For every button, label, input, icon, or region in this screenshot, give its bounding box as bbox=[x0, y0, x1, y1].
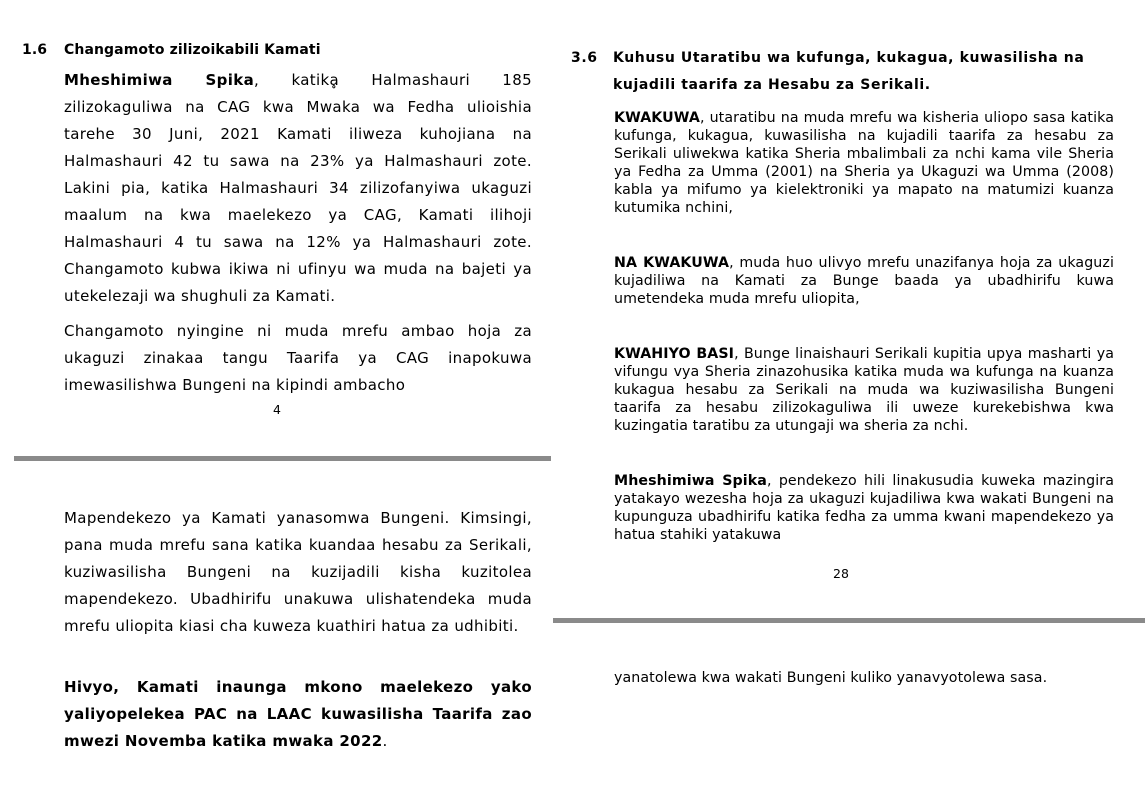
section-number: 3.6 bbox=[571, 50, 598, 66]
section-title: Kuhusu Utaratibu wa kufunga, kukagua, kuwasilisha na kujadili taarifa za Hesabu za Serikali. bbox=[613, 50, 1085, 93]
paragraph-recommendations bbox=[64, 505, 532, 640]
bold-lead: NA KWAKUWA bbox=[614, 255, 730, 271]
page-divider bbox=[553, 618, 1145, 623]
bold-lead: KWAHIYO BASI bbox=[614, 346, 735, 362]
paragraph-text: , pendekezo hili linakusudia kuweka mazingira yatakayo wezesha hoja za ukaguzi kujadiliwa kwa wakati Bungeni na kupunguza ubadhirifu katika fedha za umma kwani mapendekezo ya hatua stahiki yatakuwa bbox=[614, 473, 1114, 543]
paragraph-text: yanatolewa kwa wakati Bungeni kuliko yanavyotolewa sasa. bbox=[614, 670, 1048, 686]
section-number: 1.6 bbox=[22, 42, 48, 58]
paragraph-other-challenges bbox=[64, 318, 532, 399]
paragraph-text: , katikḁ Halmashauri 185 zilizokaguliwa na CAG kwa Mwaka wa Fedha ulioishia tarehe 30 Juni, 2021 Kamati iliweza kuhojiana na Halmashauri 42 tu sawa na 23% ya Halmashauri zote. Lakini pia, katika Halmashauri 34 zilizofanyiwa ukaguzi maalum na kwa maelekezo ya CAG, Kamati ilihoji Halmashauri 4 tu sawa na 12% ya Halmashauri zote. Changamoto kubwa ikiwa ni ufinyu wa muda na bajeti ya utekelezaji wa shughuli za Kamati. bbox=[64, 71, 532, 305]
paragraph-text: Changamoto nyingine ni muda mrefu ambao hoja za ukaguzi zinakaa tangu Taarifa ya CAG inapokuwa imewasilishwa Bungeni na kipindi ambacho bbox=[64, 322, 532, 394]
paragraph-text: , Bunge linaishauri Serikali kupitia upya masharti ya vifungu vya Sheria zinazohusika katika muda wa kufunga na kuanza kukagua hesabu za Serikali na muda wa kuziwasilisha Bungeni taarifa za hesabu zilizokaguliwa ili uweze kurekebishwa kwa kuzingatia taratibu za utungaji wa sheria za nchi. bbox=[614, 346, 1114, 434]
bold-text: Hivyo, Kamati inaunga mkono maelekezo yako yaliyopelekea PAC na LAAC kuwasilisha Taarifa zao mwezi Novemba katika mwaka 2022 bbox=[64, 678, 532, 750]
bold-lead: KWAKUWA bbox=[614, 110, 700, 126]
section-heading-1-6 bbox=[22, 42, 321, 58]
paragraph-conclusion bbox=[64, 674, 532, 755]
paragraph-kwakuwa bbox=[614, 109, 1114, 217]
paragraph-text: , muda huo ulivyo mrefu unazifanya hoja za ukaguzi kujadiliwa na Kamati za Bunge baada ya ubadhirifu kuwa umetendeka muda mrefu uliopita, bbox=[614, 255, 1114, 307]
paragraph-text: , utaratibu na muda mrefu wa kisheria uliopo sasa katika kufunga, kukagua, kuwasilisha na kujadili taarifa za hesabu za Serikali uliwekwa katika Sheria mbalimbali za nchi kama vile Sheria ya Fedha za Umma (2001) na Sheria ya Ukaguzi wa Umma (2008) kabla ya mifumo ya kielektroniki ya mapato na matumizi kuanza kutumika nchini, bbox=[614, 110, 1114, 216]
bold-lead: Mheshimiwa Spika bbox=[614, 473, 767, 489]
section-title: Changamoto zilizoikabili Kamati bbox=[64, 42, 321, 58]
section-heading-3-6 bbox=[571, 45, 1116, 99]
page-number: 28 bbox=[833, 566, 849, 581]
paragraph-continuation bbox=[614, 669, 1114, 687]
paragraph-challenges bbox=[64, 67, 532, 310]
paragraph-kwahiyo-basi bbox=[614, 345, 1114, 435]
page-number: 4 bbox=[273, 402, 281, 417]
bold-lead: Mheshimiwa Spika bbox=[64, 71, 255, 89]
paragraph-na-kwakuwa bbox=[614, 254, 1114, 308]
paragraph-text: Mapendekezo ya Kamati yanasomwa Bungeni. Kimsingi, pana muda mrefu sana katika kuandaa hesabu za Serikali, kuziwasilisha Bungeni na kuzijadili kisha kuzitolea mapendekezo. Ubadhirifu unakuwa ulishatendeka muda mrefu uliopita kiasi cha kuweza kuathiri hatua za udhibiti. bbox=[64, 509, 532, 635]
paragraph-mheshimiwa-spika bbox=[614, 472, 1114, 544]
period: . bbox=[382, 732, 388, 750]
page-divider bbox=[14, 456, 551, 461]
